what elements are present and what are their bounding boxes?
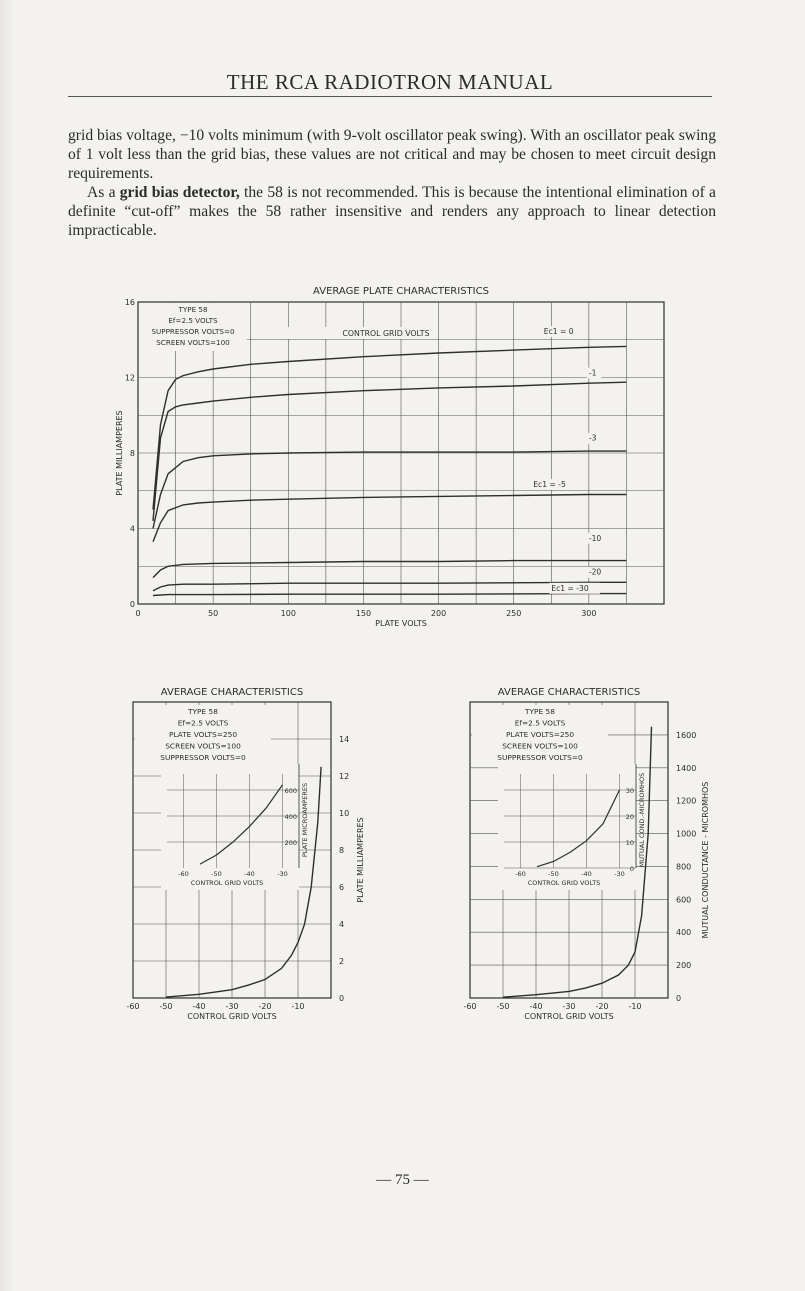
condition-text: Ef=2.5 VOLTS [168,316,218,325]
p2-lead: As a [87,184,120,201]
y-tick-label: 12 [124,373,135,383]
x-tick-label: 250 [506,609,522,618]
paragraph-grid-bias-detector [68,183,716,240]
x-tick-label: 100 [280,609,296,618]
y-tick-label: 6 [339,883,345,892]
x-tick-label: -40 [192,1002,206,1011]
inset-x-tick-label: -50 [548,870,559,878]
x-axis-label: CONTROL GRID VOLTS [187,1012,277,1021]
inset-y-axis-label: MUTUAL COND.-MICROMHOS [638,772,646,868]
p2-bold-term: grid bias detector, [119,184,240,201]
condition-text: SUPPRESSOR VOLTS=0 [160,753,246,762]
page-number: — 75 — [376,1172,429,1188]
y-tick-label: 400 [676,928,692,938]
condition-text: TYPE 58 [525,707,555,716]
x-tick-label: -10 [628,1002,642,1011]
y-axis-label: MUTUAL CONDUCTANCE - MICROMHOS [701,781,710,939]
inset-y-tick-label: 0 [629,865,634,873]
inset-x-tick-label: -40 [244,870,255,878]
condition-text: SUPPRESSOR VOLTS=0 [497,753,583,762]
page-header: THE RCA RADIOTRON MANUAL [226,70,554,94]
x-tick-label: -60 [463,1002,477,1011]
x-tick-label: -10 [291,1002,305,1011]
condition-text: PLATE VOLTS=250 [168,730,238,739]
chart-title: AVERAGE PLATE CHARACTERISTICS [313,286,489,297]
x-tick-label: -20 [595,1002,609,1011]
x-tick-label: -30 [225,1002,239,1011]
y-tick-label: 0 [129,600,135,609]
inset-x-tick-label: -60 [515,870,526,878]
y-tick-label: 1400 [676,763,697,773]
curve-label: -10 [588,533,602,543]
y-tick-label: 800 [676,862,692,872]
curve-label: Ec1 = 0 [543,327,574,337]
y-tick-label: 12 [339,772,350,781]
inset-y-tick-label: 600 [284,787,297,795]
y-tick-label: 8 [129,449,135,458]
x-tick-label: -50 [159,1002,173,1011]
curve-label: Ec1 = -5 [533,479,566,489]
x-tick-label: -40 [529,1002,543,1011]
y-tick-label: 0 [676,994,682,1003]
inset-x-tick-label: -50 [211,870,222,878]
condition-text: TYPE 58 [188,707,218,716]
x-tick-label: -60 [126,1002,140,1011]
y-tick-label: 8 [339,846,345,855]
inset-y-axis-label: PLATE MICROAMPERES [301,782,309,858]
p2-rest: the 58 is not recommended. This is because the intentional elimination of a definite “cut-off” makes the 58 rather insensitive and renders any approach to linear detection impracticable. [68,184,716,239]
y-tick-label: 200 [676,961,692,971]
y-tick-label: 1000 [676,829,697,839]
x-axis-label: CONTROL GRID VOLTS [524,1012,614,1021]
chart-title: AVERAGE CHARACTERISTICS [497,687,641,698]
paragraph-oscillator-bias: grid bias voltage, −10 volts minimum (with 9-volt oscillator peak swing). With an oscillator peak swing of 1 volt less than the grid bias, these values are not critical and may be chosen to meet circuit design requirements. [68,127,716,182]
inset-y-tick-label: 10 [625,839,634,847]
x-tick-label: 150 [355,609,372,618]
inset-y-tick-label: 400 [284,813,297,821]
inset-x-axis-label: CONTROL GRID VOLTS [527,879,601,887]
inset-x-tick-label: -30 [277,870,288,878]
inset-y-tick-label: 200 [284,839,297,847]
inset-x-tick-label: -60 [178,870,189,878]
condition-text: TYPE 58 [178,305,208,314]
x-tick-label: -20 [258,1002,272,1011]
condition-text: SCREEN VOLTS=100 [165,741,241,751]
y-tick-label: 14 [339,735,350,744]
plate-curve [153,561,626,578]
plate-curve [153,594,626,596]
condition-text: Ef=2.5 VOLTS [514,718,566,728]
series-header-label: CONTROL GRID VOLTS [342,328,430,338]
mutual-conductance-characteristics-chart [450,680,720,1030]
curve-label: Ec1 = -30 [551,583,589,593]
condition-text: SCREEN VOLTS=100 [156,338,230,347]
x-axis-label: PLATE VOLTS [375,619,427,628]
y-tick-label: 600 [676,895,692,905]
header-rule [68,96,712,97]
page-edge-shadow [0,0,14,1291]
x-tick-label: -30 [562,1002,576,1011]
x-tick-label: 50 [208,609,219,618]
y-tick-label: 10 [339,809,350,818]
y-tick-label: 16 [124,298,135,307]
x-tick-label: -50 [496,1002,510,1011]
inset-x-tick-label: -40 [581,870,592,878]
y-tick-label: 1600 [676,730,697,740]
curve-label: -1 [588,368,597,378]
plate-current-characteristics-chart [110,680,365,1030]
y-tick-label: 4 [339,920,345,929]
condition-text: SUPPRESSOR VOLTS=0 [151,327,235,336]
x-tick-label: 0 [135,609,141,618]
y-tick-label: 2 [339,957,345,966]
curve-label: -3 [588,433,597,443]
y-tick-label: 0 [339,994,345,1003]
curve-label: -20 [588,567,602,577]
condition-text: Ef=2.5 VOLTS [177,718,229,728]
inset-x-tick-label: -30 [614,870,625,878]
plate-curve [153,495,626,542]
y-axis-label: PLATE MILLIAMPERES [115,410,124,496]
inset-y-tick-label: 30 [625,787,634,795]
x-tick-label: 300 [581,609,597,618]
y-tick-label: 4 [129,524,135,534]
chart-title: AVERAGE CHARACTERISTICS [160,687,304,698]
inset-x-axis-label: CONTROL GRID VOLTS [190,879,264,887]
condition-text: SCREEN VOLTS=100 [502,741,578,751]
y-axis-label: PLATE MILLIAMPERES [356,817,365,903]
y-tick-label: 1200 [676,796,697,806]
inset-y-tick-label: 20 [625,813,634,821]
x-tick-label: 200 [430,609,447,618]
condition-text: PLATE VOLTS=250 [505,730,575,739]
plate-characteristics-chart [100,280,680,630]
